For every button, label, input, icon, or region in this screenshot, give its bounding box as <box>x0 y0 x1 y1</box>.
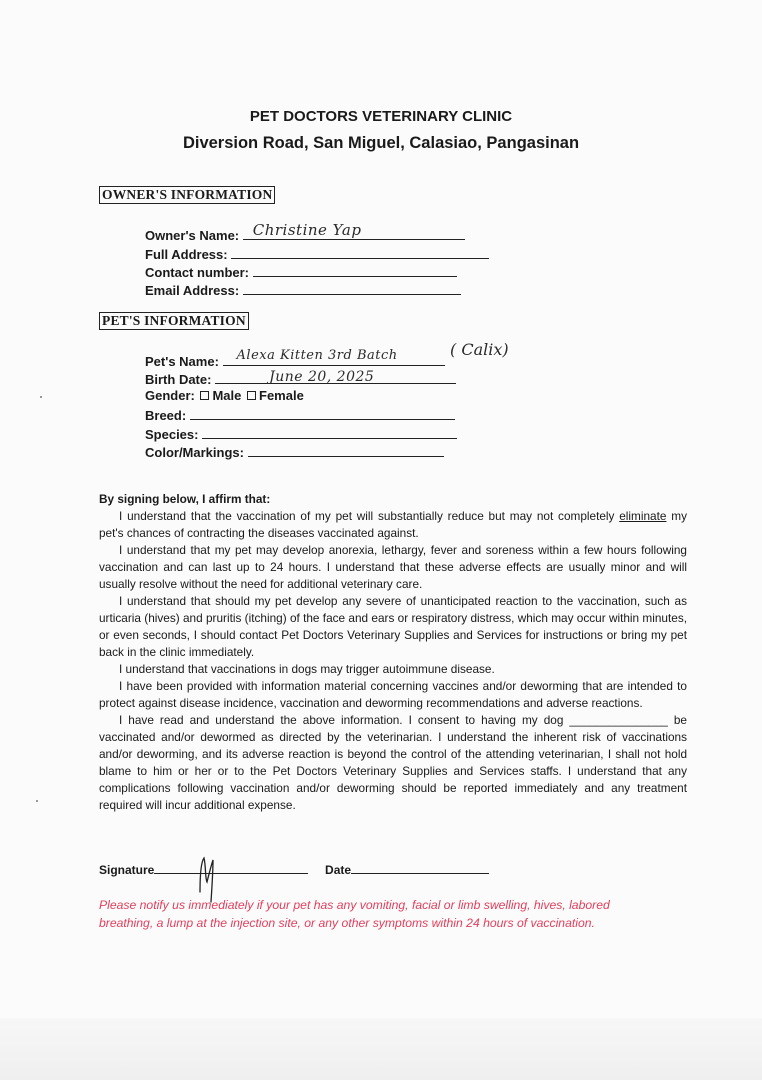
breed-field[interactable] <box>145 406 455 424</box>
post-vaccination-notice: Please notify us immediately if your pet has any vomiting, facial or limb swelling, hives, labored breathing, a lump at the injection site, or any other symptoms within 24 hours of vaccination. <box>99 898 610 930</box>
consent-paragraph-1 <box>99 508 687 542</box>
owner-name-line[interactable] <box>243 221 465 240</box>
signature-line[interactable] <box>154 862 308 874</box>
owner-name-field[interactable] <box>145 221 465 244</box>
full-address-field[interactable] <box>145 245 489 263</box>
pet-name-value: Alexa Kitten 3rd Batch <box>236 348 398 363</box>
consent-p1-text-end: my pet's chances of contracting the diseases vaccinated against. <box>99 509 687 540</box>
color-markings-line[interactable] <box>248 443 444 457</box>
birth-date-field[interactable] <box>145 370 456 388</box>
scan-dust-mark <box>36 800 38 802</box>
consent-paragraph-4: I understand that vaccinations in dogs may trigger autoimmune disease. <box>119 662 495 676</box>
gender-female-checkbox[interactable] <box>247 391 256 400</box>
owner-name-value: Christine Yap <box>252 221 362 239</box>
owner-name-label: Owner's Name: <box>145 228 240 243</box>
contact-number-label: Contact number: <box>145 265 249 280</box>
owner-section-header: OWNER'S INFORMATION <box>99 186 275 204</box>
consent-p1-underlined: eliminate <box>619 509 667 523</box>
date-line[interactable] <box>351 862 489 874</box>
consent-paragraph-2: I understand that my pet may develop anorexia, lethargy, fever and soreness within a few hours following vaccination and can last up to 24 hours. I understand that these adverse effects are usually minor and will usually resolve without the need for additional veterinary care. <box>99 543 687 591</box>
breed-label: Breed: <box>145 408 187 423</box>
gender-male-checkbox[interactable] <box>200 391 209 400</box>
contact-number-line[interactable] <box>253 263 457 277</box>
color-markings-label: Color/Markings: <box>145 445 244 460</box>
breed-line[interactable] <box>190 406 455 420</box>
contact-number-field[interactable] <box>145 263 457 281</box>
gender-field <box>145 388 304 404</box>
pet-name-line[interactable] <box>223 348 445 366</box>
clinic-name: PET DOCTORS VETERINARY CLINIC <box>249 108 513 125</box>
signature-row <box>99 862 489 877</box>
scan-bottom-edge <box>0 1018 762 1080</box>
consent-intro: By signing below, I affirm that: <box>99 492 271 506</box>
consent-paragraph-6: I have read and understand the above information. I consent to having my dog _______________ be vaccinated and/or dewormed as directed by the veterinarian. I understand the inherent risk of vaccinations and/or deworming, and its adverse reaction is beyond the control of the attending veterinarian, I shall not hold blame to him or her or to the Pet Doctors Veterinary Supplies and Services staffs. I understand that any complications following vaccination and/or deworming should be reported immediately and any treatment required will incur additional expense. <box>99 713 687 812</box>
gender-label: Gender: <box>145 388 195 403</box>
species-label: Species: <box>145 427 199 442</box>
pet-name-extra: ( Calix) <box>450 340 509 359</box>
pet-name-field[interactable] <box>145 348 445 370</box>
consent-paragraph-5: I have been provided with information material concerning vaccines and/or deworming that are intended to protect against disease incidence, vaccination and deworming recommendations and adverse reactions. <box>99 679 687 710</box>
email-address-label: Email Address: <box>145 283 240 298</box>
clinic-address: Diversion Road, San Miguel, Calasiao, Pangasinan <box>182 134 580 152</box>
email-address-line[interactable] <box>243 281 461 295</box>
full-address-label: Full Address: <box>145 247 228 262</box>
pet-name-label: Pet's Name: <box>145 354 219 369</box>
birth-date-line[interactable] <box>215 370 456 384</box>
date-label: Date <box>325 863 352 877</box>
gender-female-label: Female <box>259 388 304 403</box>
color-markings-field[interactable] <box>145 443 444 461</box>
birth-date-label: Birth Date: <box>145 372 212 387</box>
consent-p1-text: I understand that the vaccination of my pet will substantially reduce but may not completely <box>119 509 620 523</box>
full-address-line[interactable] <box>231 245 489 259</box>
pet-section-header: PET'S INFORMATION <box>99 312 249 330</box>
consent-paragraph-3: I understand that should my pet develop any severe of unanticipated reaction to the vaccination, such as urticaria (hives) and pruritis (itching) of the face and ears or respiratory distress, which may occur within minutes, or even seconds, I should contact Pet Doctors Veterinary Supplies and Services for instructions or bring my pet back in the clinic immediately. <box>99 594 687 659</box>
gender-male-label: Male <box>212 388 242 403</box>
consent-body <box>99 491 687 814</box>
scan-dust-mark <box>40 396 42 398</box>
birth-date-value: June 20, 2025 <box>269 369 375 385</box>
species-field[interactable] <box>145 425 457 443</box>
email-address-field[interactable] <box>145 281 461 299</box>
signature-label: Signature <box>99 863 155 877</box>
species-line[interactable] <box>202 425 457 439</box>
